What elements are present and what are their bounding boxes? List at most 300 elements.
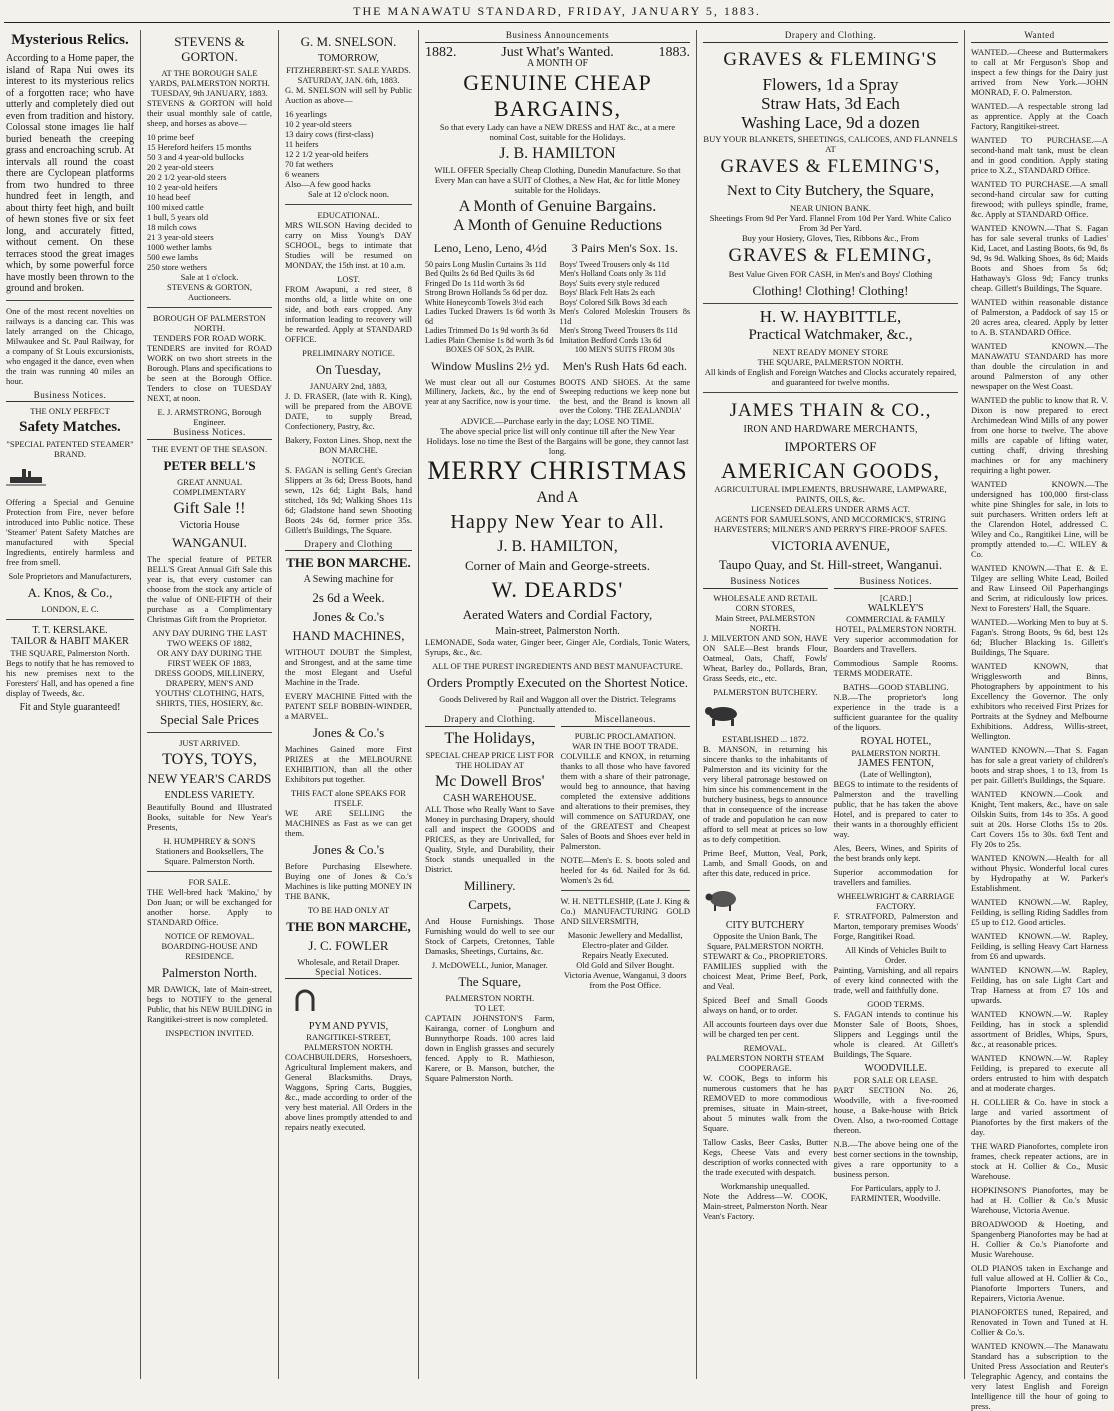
on-tuesday: On Tuesday, xyxy=(316,361,381,377)
war: WAR IN THE BOOT TRADE. xyxy=(572,740,679,751)
section-header: Miscellaneous. xyxy=(561,714,691,727)
tenders-head: TENDERS FOR ROAD WORK. xyxy=(152,333,267,343)
stock-item: 6 weaners xyxy=(285,168,320,179)
section-header: Business Notices xyxy=(703,576,828,589)
good-terms: GOOD TERMS. xyxy=(867,999,925,1009)
mcdowell: Mc Dowell Bros' xyxy=(434,772,545,790)
column-5 xyxy=(696,30,964,1379)
price-item: Ladies Tucked Drawers 1s 6d worth 3s 6d xyxy=(425,307,556,326)
wanted-ad: WANTED KNOWN.—Health for all without Physic. Wonderful local cures by Hydropathy at W. Parker's Establishment. xyxy=(971,852,1108,893)
corner: Corner of Main and George-streets. xyxy=(465,557,650,573)
tailor-close: Fit and Style guaranteed! xyxy=(19,701,121,713)
sheep-icon xyxy=(703,886,743,912)
town: WANGANUI. xyxy=(172,535,247,550)
price-item: Ladies Trimmed Do 1s 9d worth 3s 6d xyxy=(425,326,549,335)
buy: BUY YOUR BLANKETS, SHEETINGS, CALICOES, AND FLANNELS AT xyxy=(703,133,958,154)
lower-section xyxy=(425,714,690,1087)
month-reductions: A Month of Genuine Reductions xyxy=(453,216,662,234)
purest: ALL OF THE PUREST INGREDIENTS AND BEST MANUFACTURE. xyxy=(432,661,683,671)
stevens-body: STEVENS & GORTON will hold their usual monthly sale of cattle, sheep, and horses as above— xyxy=(147,98,272,128)
horseshoe-icon xyxy=(285,987,325,1013)
genuine-bargains: GENUINE CHEAP BARGAINS, xyxy=(463,69,652,121)
column-3 xyxy=(278,30,418,1379)
article-title: Mysterious Relics. xyxy=(11,32,129,48)
price-list-left xyxy=(425,237,556,416)
for-sale-body: THE Well-bred hack 'Makino,' by Don Juan; or will be exchanged for another horse. Apply to STANDARD Office. xyxy=(147,886,272,927)
stock-list xyxy=(285,109,412,189)
painting: Painting, Varnishing, and all repairs of every kind connected with the trade, well and faithfully done. xyxy=(833,965,958,995)
price-item: Boys' Colored Silk Bows 3d each xyxy=(559,297,667,307)
main-street: Main-street, Palmerston North. xyxy=(495,625,620,637)
prelim-head: PRELIMINARY NOTICE. xyxy=(302,347,395,358)
stock-item: 20 2 year-old steers xyxy=(147,162,214,172)
price-table xyxy=(425,237,690,416)
ad-body: Offering a Special and Genuine Protection from Fire, never before introduced into Public notice. These 'Steamer' Patent Safety Matches are manufactured with Special Ingredients, entirely harmless and free from smell. xyxy=(6,496,134,567)
snelson-body: G. M. SNELSON will sell by Public Auction as above— xyxy=(285,84,412,105)
year-1882: 1882. xyxy=(425,44,457,60)
agri: AGRICULTURAL IMPLEMENTS, BRUSHWARE, LAMPWARE, PAINTS, OILS, &c. xyxy=(714,484,947,504)
books: Beautifully Bound and Illustrated Books, suitable for New Year's Presents, xyxy=(147,801,272,832)
graves-3: GRAVES & FLEMING, xyxy=(728,244,933,266)
sale-time: Sale at 1 o'clock. xyxy=(180,272,239,282)
leno: Leno, Leno, Leno, 4½d xyxy=(433,240,547,255)
price-item: 50 pairs Long Muslin Curtains 3s 11d xyxy=(425,259,547,269)
endless-variety: ENDLESS VARIETY. xyxy=(164,790,255,801)
wanted-ad: WANTED KNOWN.—W. Rapley, Feilding, is selling Heavy Cart Harness from £6 and upwards. xyxy=(971,930,1108,961)
wanted-ad: WANTED KNOWN, that Wrigglesworth and Binns, Photographers by appointment to his Excellency the Governor. The only exhibitors who received First Prizes for Portraits at the Sydney and Melbourne Exhibitions. Address, Willis-street, Wellington. xyxy=(971,660,1108,741)
agent-name: A. Knos, & Co., xyxy=(27,584,113,600)
article-body: According to a Home paper, the island of Rapa Nui owes its interest to its mysterious relics of a forgotten race; who have utterly and completely died out even from tradition and history. Colossal stone images lie half buried beneath the creeping grass and encroaching scrub. At intervals all round the coast there are Cyclopean platforms from two hundred to three hundred feet in length, and about thirty feet high, and built of hewn stones five or six feet long, and accurately fitted, without cement. On these terraces stood the great images which, by some powerful force have mostly been thrown to the ground and broken. xyxy=(6,53,134,294)
agents: Sole Proprietors and Manufacturers, xyxy=(8,570,132,581)
accounts: All accounts fourteen days over due will be charged ten per cent. xyxy=(703,1019,828,1039)
jones-1: Jones & Co.'s xyxy=(312,608,385,624)
snelson-date: SATURDAY, JAN. 6th, 1883. xyxy=(297,74,400,85)
note: NOTE—Men's E. S. boots soled and heeled for 4s 6d. Nailed for 3s 6d. Women's 2s 6d. xyxy=(560,854,690,885)
straw-hats: Straw Hats, 3d Each xyxy=(761,93,900,113)
main: Main Street, PALMERSTON NORTH. xyxy=(715,612,816,633)
divider xyxy=(6,300,134,301)
section-header: Special Notices. xyxy=(285,967,412,980)
stock-item: 15 Hereford heifers 15 months xyxy=(147,142,252,152)
toys: TOYS, TOYS, xyxy=(162,751,257,768)
cook: W. COOK, Begs to inform his numerous customers that he has REMOVED to more commodious premises, situate in Main-street, about 5 minutes walk from the Square. xyxy=(703,1073,828,1133)
price-item: Boys' Tweed Trousers only 4s 11d xyxy=(559,259,670,269)
price-item: Men's Colored Moleskin Trousers 8s 11d xyxy=(559,307,690,326)
special-prices: Special Sale Prices xyxy=(160,712,259,727)
tenders-sign: E. J. ARMSTRONG, Borough Engineer. xyxy=(157,407,262,427)
pym-sub: RANGITIKEI-STREET, PALMERSTON NORTH. xyxy=(304,1032,393,1052)
wanted-ad: WANTED KNOWN.—W. Rapley Feilding, has in stock a splendid assortment of Bridles, Whips, Spurs, &c., at reasonable prices. xyxy=(971,1008,1108,1049)
for-sale-head: FOR SALE. xyxy=(188,876,231,887)
cash-warehouse: CASH WAREHOUSE. xyxy=(443,792,537,804)
flowers: Flowers, 1d a Spray xyxy=(762,74,899,94)
workmanship: Workmanship unequalled. xyxy=(720,1181,810,1191)
near: NEAR UNION BANK. xyxy=(790,202,871,213)
stock-item: 500 ewe lambs xyxy=(147,252,198,262)
stevens-title: STEVENS & GORTON. xyxy=(174,34,245,64)
steamer-ship-icon xyxy=(6,463,46,489)
stock-item: 13 dairy cows (first-class) xyxy=(285,128,374,139)
notice-head: NOTICE. xyxy=(331,454,366,465)
section-header: Drapery and Clothing. xyxy=(703,30,958,43)
nb-2: N.B.—The above being one of the best corner sections in the township, gives a rare opportunity to a business person. xyxy=(833,1138,958,1179)
sewing: A Sewing machine for xyxy=(303,574,394,585)
divider xyxy=(147,871,272,872)
stock-item: Also—A few good hacks xyxy=(285,178,371,189)
carpets-body: And House Furnishings. Those Furnishing would do well to see our Stock of Carpets, Cretonnes, Table Damasks, Sheetings, Curtains, &c. xyxy=(425,916,555,956)
palmerston-north: Palmerston North. xyxy=(161,964,258,980)
week-price: 2s 6d a Week. xyxy=(312,589,385,605)
wheelwright: WHEELWRIGHT & CARRIAGE FACTORY. xyxy=(837,891,955,911)
fact: THIS FACT alone SPEAKS FOR ITSELF. xyxy=(291,787,406,808)
masthead: THE MANAWATU STANDARD, FRIDAY, JANUARY 5, 1883. xyxy=(353,4,761,18)
tailor-title: TAILOR & HABIT MAKER xyxy=(11,636,129,647)
column-4 xyxy=(418,30,696,1379)
boarding-head: BOARDING-HOUSE AND RESIDENCE. xyxy=(161,940,258,961)
mcdowell-ad xyxy=(425,714,555,1087)
price-item: Fringed Do 1s 11d worth 3s 6d xyxy=(425,278,525,288)
stock-list xyxy=(147,132,272,272)
wanted-ad: WANTED KNOWN.—W. Rapley, Feilding, is selling Riding Saddles from £5 up to £12. Good articles. xyxy=(971,896,1108,927)
yards: FITZHERBERT-ST. SALE YARDS. xyxy=(286,64,411,75)
stevens-date: TUESDAY, 9th JANUARY, 1883. xyxy=(151,88,268,98)
graves-2: GRAVES & FLEMING'S, xyxy=(720,155,941,177)
fenton-body: BEGS to intimate to the residents of Palmerston and the travelling public, that he has taken the above Hotel, and is prepared to cater to their wants in a thoroughly efficient way. xyxy=(833,779,958,839)
particulars: For Particulars, apply to J. FARMINTER, Woodville. xyxy=(850,1182,941,1203)
ales: Ales, Beers, Wines, and Spirits of the best brands only kept. xyxy=(833,843,958,863)
hamilton: J. B. HAMILTON xyxy=(499,144,616,162)
wanted-list xyxy=(971,47,1108,1411)
stock-item: 1 bull, 5 years old xyxy=(147,212,209,222)
millinery: Millinery. xyxy=(463,878,516,893)
section-header: Business Notices. xyxy=(834,576,959,589)
sale-time: Sale at 12 o'clock noon. xyxy=(307,188,390,199)
wanted-ad: WANTED.—Working Men to buy at S. Fagan's. Strong Boots, 9s 6d, best 12s 6d; Blucher Blacking 1s. Gillett's Buildings, The Square. xyxy=(971,616,1108,657)
column-1 xyxy=(0,30,140,1379)
wanted-ad: WANTED KNOWN.—The undersigned has 100,000 first-class white pine Shingles for sale, in lots to suit purchasers. Written orders left at the Clarendon Hotel, addressed C. Wiley and Co., Rangitikei Line, will be promptly attended to.—C. WILEY & Co. xyxy=(971,478,1108,559)
card: [CARD.] xyxy=(880,592,912,603)
wanted-ad: OLD PIANOS taken in Exchange and full value allowed at H. Collier & Co., Pianoforte Importers Tuners, and Repairers, Victoria Avenue. xyxy=(971,1262,1108,1303)
holidays: The Holidays, xyxy=(444,729,536,747)
removal-head: NOTICE OF REMOVAL. xyxy=(164,930,255,941)
event-head: THE EVENT OF THE SEASON. xyxy=(151,443,268,454)
tenders-body: TENDERS are invited for ROAD WORK on two short streets in the Borough. Plans and specifications to be seen at the Borough Office. Tenders to close on TUESDAY NEXT, at noon. xyxy=(147,343,272,403)
wanted-ad: BROADWOOD & Hoeting, and Spangenberg Pianofortes may be had at H. Collier & Co.'s Pianoforte and Music Warehouse. xyxy=(971,1218,1108,1259)
tomorrow: TOMORROW, xyxy=(318,53,379,64)
jones-3: Jones & Co.'s xyxy=(312,841,385,857)
walkley: WALKLEY'S xyxy=(867,602,924,614)
fowler: J. C. FOWLER xyxy=(308,937,389,953)
butchery: PALMERSTON BUTCHERY. xyxy=(713,686,818,697)
edu-head: EDUCATIONAL. xyxy=(317,209,380,220)
wanted-ad: WANTED KNOWN.—W. Rapley, Feilding, has on sale Light Cart and Trap Harness at from £7 10s and upwards. xyxy=(971,964,1108,1005)
month-bargains: A Month of Genuine Bargains. xyxy=(458,197,657,215)
tailor-body: Begs to notify that he has removed to his new premises next to the Foresters' Hall, and has opened a fine display of Tweeds, &c. xyxy=(6,657,134,698)
years-row xyxy=(425,44,690,60)
wanted-ad: WANTED TO PURCHASE.—A small second-hand circular saw for cutting firewood; with pulleys spindle, frame, &c. Apply at STANDARD Office. xyxy=(971,178,1108,219)
baths: BATHS—GOOD STABLING. xyxy=(842,682,949,692)
socks: 3 Pairs Men's Sox. 1s. xyxy=(571,240,678,255)
carpets: Carpets, xyxy=(468,897,512,912)
prizes: Machines Gained more First PRIZES at the MELBOURNE EXHIBITION, than all the other Exhibitors put together. xyxy=(285,743,412,784)
stock-item: 18 milch cows xyxy=(147,222,197,232)
mcdowell-sign: J. McDOWELL, Junior, Manager. xyxy=(431,960,548,970)
late: (Late of Wellington), xyxy=(859,769,932,779)
licensed: LICENSED DEALERS UNDER ARMS ACT. xyxy=(751,504,910,514)
city-butchery: CITY BUTCHERY xyxy=(725,919,805,931)
month-of: A MONTH OF xyxy=(526,58,589,69)
all-those: ALL Those who Really Want to Save Money in purchasing Drapery, should call and inspect the GOODS and PRICES, as they are Unrivalled, for Quality, Style, and Durability, their Stock stands unequalled in the District. xyxy=(425,804,555,874)
happy-new-year: Happy New Year to All. xyxy=(450,510,665,533)
lower-section xyxy=(703,576,958,1225)
hamilton-2: J. B. HAMILTON, xyxy=(497,537,618,555)
graves-title: GRAVES & FLEMING'S xyxy=(723,48,938,70)
year-1883: 1883. xyxy=(658,44,690,60)
wanted-ad: WANTED.—A respectable strong lad as apprentice. Apply at the Coach Factory, Rangitikei-street. xyxy=(971,100,1108,131)
stock-item: 1000 wether lambs xyxy=(147,242,212,252)
stevens-sub: AT THE BOROUGH SALE YARDS, PALMERSTON NORTH. xyxy=(149,68,270,88)
before: Before Purchasing Elsewhere. Buying one of Jones & Co.'s Machines is like putting MONEY IN THE BANK, xyxy=(285,860,412,901)
price-note: The above special price list will only continue till after the New Year Holidays. lose no time the Best of the Bargains will be gone, they cannot last long. xyxy=(426,425,689,456)
removal: REMOVAL. xyxy=(743,1043,787,1053)
stock-item: 10 2 year-old heifers xyxy=(147,182,218,192)
fraser-body: J. D. FRASER, (late with R. King), will be prepared from the ABOVE DATE, to supply Bread, Confectionery, Pastry, &c. xyxy=(285,390,412,431)
boxes-sox: BOXES OF SOX, 2s PAIR. xyxy=(445,345,535,354)
divider xyxy=(561,890,691,891)
colville-body: COLVILLE and KNOX, in returning thanks to all those who have favored them with a share of their patronage, would beg to announce, that having completed the extensive additions and alterations to their premises, they will commence on SATURDAY, one of the GREATEST and Cheapest Sales of Boots and Shoes ever held in Palmerston. xyxy=(560,750,690,851)
pym: PYM AND PYVIS, xyxy=(308,1020,389,1032)
wanted-ad: WANTED.—Cheese and Buttermakers to call at Mr Ferguson's Shop and inspect a few things for the Dairy just arrived from New York.—JOHN MONRAD, F. O. Palmerston. xyxy=(971,46,1108,97)
sausage: Spiced Beef and Small Goods always on hand, or to order. xyxy=(703,995,828,1015)
wanted-ad: THE WARD Pianofortes, complete iron frames, check repeater actions, are in stock at H. Collier & Co., Music Warehouse. xyxy=(971,1140,1108,1181)
dress-goods: DRESS GOODS, MILLINERY, DRAPERY, MEN'S AND YOUTHS' CLOTHING, HATS, SHIRTS, TIES, HOSIERY, &c. xyxy=(154,668,265,708)
masthead-rule xyxy=(4,22,1110,23)
clothing: Clothing! Clothing! Clothing! xyxy=(752,282,909,298)
wholesale: WHOLESALE AND RETAIL CORN STORES, xyxy=(713,592,818,613)
proclamation: PUBLIC PROCLAMATION. xyxy=(574,730,676,741)
masonic: Masonic Jewellery and Medallist, Electro-plater and Gilder. xyxy=(567,929,683,950)
advice: ADVICE.—Purchase early in the day; LOSE NO TIME. xyxy=(460,415,655,426)
section-header: Wanted xyxy=(971,30,1108,43)
price-item: Boys' Black Felt Hats 2s each xyxy=(559,288,655,297)
to-let-body: CAPTAIN JOHNSTON'S Farm, Kairanga, corner of Longburn and Bunnythorpe Roads. 100 acres laid down in English grasses and securely fenced. Apply to R. Mathieson, Karere, or B. Manson, butcher, the Square Palmerston North. xyxy=(425,1013,555,1083)
ad-head: THE ONLY PERFECT xyxy=(30,406,110,416)
wanted-ad: WANTED KNOWN.—The Manawatu Standard has a subscription to the United Press Association and Reuter's Telegraphic Agency, and contains the very latest English and Foreign Intelligence till the hour of going to press. xyxy=(971,1340,1108,1411)
section-26: PART SECTION No. 26, Woodville, with a five-roomed house, a Bake-house with Brick Oven. Also, a two-roomed Cottage thereon. xyxy=(833,1084,958,1135)
agents: AGENTS FOR SAMUELSON'S, AND MCCORMICK'S, STRING HARVESTERS; MILNER'S AND PERRY'S FIRE-PROOF SAFES. xyxy=(713,514,948,534)
stock-item: 12 2 1/2 year-old heifers xyxy=(285,148,369,159)
stock-item: 20 2 1/2 year-old steers xyxy=(147,172,227,182)
merry-christmas: MERRY CHRISTMAS xyxy=(427,455,688,485)
manson: B. MANSON, in returning his sincere thanks to the inhabitants of Palmerston and its vicinity for the very liberal patronage bestowed on him since his commencement in the butchery business, begs to announce that in consequence of the increase of trade and population he can now afford to sell meat at prices so low as to defy competition. xyxy=(703,744,828,844)
price-item: Boys' Suits every style reduced xyxy=(559,278,660,288)
misc-ad xyxy=(561,714,691,1087)
for-sale: FOR SALE OR LEASE. xyxy=(853,1074,939,1085)
american-goods: AMERICAN GOODS, xyxy=(720,458,941,483)
next-to: Next to City Butchery, the Square, xyxy=(727,182,934,199)
royal: ROYAL HOTEL, xyxy=(860,736,932,747)
auctioneers: STEVENS & GORTON, Auctioneers. xyxy=(166,282,253,302)
lady-text: So that every Lady can have a NEW DRESS and HAT &c., at a mere nominal Cost, suitable for the Holidays. xyxy=(439,121,676,142)
ad-sub: "SPECIAL PATENTED STEAMER" BRAND. xyxy=(6,439,134,459)
edu-body: MRS WILSON Having decided to carry on Miss Young's DAY SCHOOL, begs to intimate that Studies will be resumed on MONDAY, the 15th inst. at 10 a.m. xyxy=(285,219,412,270)
repairs: Repairs Neatly Executed. xyxy=(581,949,669,960)
boots-body: BOOTS AND SHOES. At the same Sweeping reductions we keep none but the best, and the Brand is known all over the Colony. 'THE ZEALANDIA' xyxy=(559,377,690,415)
bon-marche-2: THE BON MARCHE, xyxy=(286,918,411,934)
goods-delivered: Goods Delivered by Rail and Waggon all over the District. Telegrams Punctually attended to. xyxy=(439,694,676,714)
est: ESTABLISHED ... 1872. xyxy=(722,734,809,744)
hamilton-offer: WILL OFFER Specially Cheap Clothing, Dunedin Manufacture. So that Every Man can have a SUIT of Clothes, a New Hat, &c for little Money suitable for the Holidays. xyxy=(434,164,681,195)
fagan: S. FAGAN intends to continue his Monster Sale of Boots, Shoes, Slippers and Leggings until the whole is cleared. At Gillett's Buildings, The Square. xyxy=(833,1009,958,1059)
importers: IMPORTERS OF xyxy=(784,439,877,454)
without-doubt: WITHOUT DOUBT the Simplest, and Strongest, and at the same time the most Elegant and Useful Machine in the Trade. xyxy=(285,646,412,687)
haybittle: H. W. HAYBITTLE, xyxy=(759,306,902,326)
to-let: TO LET. xyxy=(474,1003,505,1013)
opp: Opposite the Union Bank, The Square, PALMERSTON NORTH. xyxy=(706,931,824,951)
hotel: COMMERCIAL & FAMILY HOTEL, PALMERSTON NORTH. xyxy=(835,614,957,634)
address-note: Note the Address—W. COOK, Main-street, Palmerston North. Near Vean's Factory. xyxy=(703,1191,828,1221)
muslins-body: We must clear out all our Costumes Millinery, Jackets, &c., by the end of year at any Sacrifice, now is your time. xyxy=(425,377,556,406)
every-machine: EVERY MACHINE Fitted with the PATENT SELF BOBBIN-WINDER, a MARVEL. xyxy=(285,690,412,721)
divider xyxy=(147,732,272,733)
wanted-ad: H. COLLIER & Co. have in stock a large and varied assortment of Pianofortes by the first makers of the day. xyxy=(971,1096,1108,1137)
stock-item: 70 fat wethers xyxy=(285,158,334,169)
first-week: OR ANY DAY DURING THE FIRST WEEK OF 1883, xyxy=(157,648,262,668)
watchmaker: Practical Watchmaker, &c., xyxy=(748,326,913,343)
avenue: VICTORIA AVENUE, xyxy=(771,538,890,553)
stock-item: 10 prime beef xyxy=(147,132,195,142)
superior: Very superior accommodation for Boarders and Travellers. xyxy=(833,634,958,654)
price-item: Strong Brown Hollands 5s 6d per doz. xyxy=(425,288,548,297)
hosiery: Buy your Hosiery, Gloves, Ties, Ribbons &c., From xyxy=(741,232,919,243)
lost-head: LOST. xyxy=(337,273,360,284)
inspection: INSPECTION INVITED. xyxy=(165,1027,254,1038)
thain: JAMES THAIN & CO., xyxy=(729,399,932,421)
stock-item: 16 yearlings xyxy=(285,108,327,119)
just-wanted: Just What's Wanted. xyxy=(501,44,614,60)
stock-item: 10 2 year-old steers xyxy=(285,118,352,129)
right-block xyxy=(834,576,959,1225)
square: THE SQUARE, PALMERSTON NORTH. xyxy=(757,356,904,367)
price-list-right xyxy=(560,237,691,416)
stratford: F. STRATFORD, Palmerston and Marton, temporary premises Woods' Forge, Rangitikei Road. xyxy=(833,911,958,941)
and-a: And A xyxy=(536,488,579,506)
lost-body: FROM Awapuni, a red steer, 8 months old, a little white on one side, and both ears cropped. Any information leading to recovery will be rewarded. Apply at STANDARD OFFICE. xyxy=(285,283,412,344)
lemonade: LEMONADE, Soda water, Ginger beer, Ginger Ale, Cordials, Tonic Waters, Syrups, &c., &c. xyxy=(425,637,690,657)
wanted-ad: WANTED TO PURCHASE.—A second-hand malt tank, must be clean and in good condition. Apply stating price to X.Z., STANDARD Office. xyxy=(971,134,1108,175)
watches: All kinds of English and Foreign Watches and Clocks accurately repaired, and guaranteed for twelve months. xyxy=(704,366,957,387)
taupo: Taupo Quay, and St. Hill-street, Wanganui. xyxy=(718,557,943,572)
to-be-had: TO BE HAD ONLY AT xyxy=(307,904,390,915)
price-item: White Honeycomb Towels 3½d each xyxy=(425,297,544,307)
agent-city: LONDON, E. C. xyxy=(41,603,99,614)
jan-date: JANUARY 2nd, 1883, xyxy=(309,380,388,391)
section-header: Drapery and Clothing xyxy=(285,539,412,552)
section-header: Business Announcements xyxy=(425,30,690,43)
accom: Superior accommodation for travellers and families. xyxy=(833,867,958,887)
dawick-body: MR DAWICK, late of Main-street, begs to NOTIFY to the general Public, that his NEW BUILDING in Rangitikei-street is now completed. xyxy=(147,983,272,1024)
divider xyxy=(703,392,958,393)
rush-hats: Men's Rush Hats 6d each. xyxy=(562,358,687,373)
article-notice: One of the most recent novelties on railways is a dancing car. This was lately arranged on the Chicago, Milwaukee and St. Paul Railway, for a company of St Louis excursionists, who engaged it the dance, even when the train was running 40 miles an hour. xyxy=(6,305,134,386)
hand-machines: HAND MACHINES, xyxy=(292,627,405,643)
stock-item: 11 heifers xyxy=(285,138,319,149)
price-item: Imitation Bedford Cords 13s 6d xyxy=(559,335,662,345)
wanted-ad: WANTED the public to know that R. V. Dixon is now prepared to erect Archimedean Wind Mills of any power from one horse to twelve. The above mills are capable of lifting water, cutting chaff, driving threshing machines or for any machinery requiring a light power. xyxy=(971,394,1108,475)
divider xyxy=(703,303,958,304)
divider xyxy=(147,307,272,308)
fenton: JAMES FENTON, xyxy=(857,757,934,769)
wanted-ad: HOPKINSON'S Pianofortes, may be had at H. Collier & Co.'s Music Warehouse, Victoria Avenue. xyxy=(971,1184,1108,1215)
wanted-ad: WANTED KNOWN.—Cook and Knight, Tent makers, &c., have on sale Oilskin Suits, from 14s to 35s. A good suit at 20s. Horse Cloths 15s to 20s. Cart Covers 15s to 30s. 6x8 Tent and Fly 20s to 25s. xyxy=(971,788,1108,849)
wanted-ad: WANTED KNOWN.—That S. Fagan has for sale several trunks of Ladies' Kid, Lacet, and Lasting Boots, 6s 9d, 8s 9d, 9s 9d. Walking Shoes, 8s 6d; Maids Boots and Shoes from 5s 6d; Hathaway's Gloss 9d; Fancy trunks cheap. Gillett's Buildings, The Square. xyxy=(971,222,1108,293)
bakery: Bakery, Foxton Lines. Shop, next the BON MARCHE. xyxy=(285,434,412,455)
iron: IRON AND HARDWARE MERCHANTS, xyxy=(743,423,918,435)
steam: PALMERSTON NORTH STEAM COOPERAGE. xyxy=(706,1053,825,1073)
milverton: J. MILVERTON AND SON, HAVE ON SALE—Best brands Flour, Oatmeal, Oats, Chaff, Fowls' Wheat, Barley do., Pollards, Bran, Grass Seeds, etc., etc. xyxy=(703,632,828,683)
wanted-ad: WANTED KNOWN.—That E. & E. Tilgey are selling White Lead, Boiled and Raw Linseed Oil Paperhangings and Scrim, at ridiculously low prices. Next to Foresters' Hall, the Square. xyxy=(971,562,1108,613)
wanted-ad: WANTED within reasonable distance of Palmerston, a Paddock of say 15 or 20 acres area, cleared. Apply by letter to A. B. STANDARD Office. xyxy=(971,296,1108,337)
special-list: SPECIAL CHEAP PRICE LIST FOR THE HOLIDAY AT xyxy=(425,749,555,770)
tallow: Tallow Casks, Beer Casks, Butter Kegs, Cheese Vats and every description of works connected with the trade executed with despatch. xyxy=(703,1137,828,1177)
bell-sub: GREAT ANNUAL COMPLIMENTARY xyxy=(173,476,246,497)
any-day: ANY DAY DURING THE LAST TWO WEEKS OF 1882, xyxy=(152,628,267,648)
stewart: STEWART & Co., PROPRIETORS. FAMILIES supplied with the choicest Meat, Prime Beef, Pork, and Veal. xyxy=(703,951,828,991)
wanted-ad: PIANOFORTES tuned, Repaired, and Renovated in Town and Tuned at H. Collier & Co.'s. xyxy=(971,1306,1108,1337)
pym-body: COACHBUILDERS, Horseshoers, Agricultural Implement makers, and General Blacksmiths. Drays, Waggons, Spring Carts, Buggies, &c., made according to order of the very best material. All Orders in the above lines promptly attended to and repairs neatly executed. xyxy=(285,1052,412,1132)
stock-item: 250 store wethers xyxy=(147,262,207,272)
divider xyxy=(6,619,134,620)
column-2 xyxy=(140,30,278,1379)
stock-item: 10 head beef xyxy=(147,192,191,202)
nettleship: W. H. NETTLESHIP, (Late J. King & Co.) MANUFACTURING GOLD AND SILVERSMITH, xyxy=(560,895,690,926)
selling: WE ARE SELLING the MACHINES as Fast as we can get them. xyxy=(285,807,412,838)
stock-item: 50 3 and 4 year-old bullocks xyxy=(147,152,244,162)
jones-2: Jones & Co.'s xyxy=(312,724,385,740)
wanted-ad: WANTED KNOWN.—The MANAWATU STANDARD has more than double the circulation in and around Palmerston of any other newspaper on the West Coast. xyxy=(971,340,1108,391)
woodville: WOODVILLE. xyxy=(864,1063,927,1074)
wanted-ad: WANTED KNOWN.—That S. Fagan has for sale a great variety of children's boots and strap shoes, 1 to 13, from 1s per pair. Gillett's Buildings, the Square. xyxy=(971,744,1108,785)
divider xyxy=(285,204,412,205)
ad-title: Safety Matches. xyxy=(19,419,121,435)
humphrey: H. HUMPHREY & SON'S Stationers and Booksellers, The Square. Palmerston North. xyxy=(155,835,264,866)
palmerston: PALMERSTON NORTH. xyxy=(445,993,535,1003)
price-item: Men's Holland Coats only 3s 11d xyxy=(559,269,666,278)
price-item: Men's Strong Tweed Trousers 8s 11d xyxy=(559,326,678,335)
bell-body: The special feature of PETER BELL'S Great Annual Gift Sale this year is, that every customer can choose from the stock any article of the value of ONE-FIFTH of their purchase as a Complimentary Christmas Gift from the Proprietor. xyxy=(147,554,272,624)
section-header: Drapery and Clothing. xyxy=(425,714,555,727)
fagan-body: S. FAGAN is selling Gent's Grecian Slippers at 3s 6d; Dress Boots, hand sewn, 12s 6d; Light Bals, hand stitched, 18s 9d; Walking Shoes 11s 6d; Gladstone hand sewn Shooting Boots 24s 6d, former price 35s. Gillett's Buildings, The Square. xyxy=(285,464,412,535)
stock-item: 100 mixed cattle xyxy=(147,202,204,212)
aerated: Aerated Waters and Cordial Factory, xyxy=(462,606,653,622)
fowler-sub: Wholesale, and Retail Draper. xyxy=(297,956,400,967)
column-6 xyxy=(964,30,1114,1411)
bull-icon xyxy=(703,701,743,727)
men-suits: 100 MEN'S SUITS FROM 30s xyxy=(574,345,675,354)
bell-title: PETER BELL'S xyxy=(163,457,256,473)
wanted-ad: WANTED KNOWN.—W. Rapley Feilding, is prepared to execute all orders entrusted to him with despatch and at moderate charges. xyxy=(971,1052,1108,1093)
tailor-location: THE SQUARE, Palmerston North. xyxy=(10,647,130,658)
next-store: NEXT READY MONEY STORE xyxy=(772,346,889,357)
just-arrived: JUST ARRIVED. xyxy=(179,738,240,748)
bon-marche: THE BON MARCHE. xyxy=(286,555,411,570)
best-value: Best Value Given FOR CASH, in Men's and Boys' Clothing xyxy=(728,268,933,279)
prime: Prime Beef, Mutton, Veal, Pork, Lamb, and Small Goods, on and after this date, reduced in price. xyxy=(703,848,828,878)
commodious: Commodious Sample Rooms. TERMS MODERATE. xyxy=(833,658,958,678)
price-item: Ladies Plain Chemise 1s 8d worth 3s 6d xyxy=(425,335,554,345)
sheetings: Sheetings From 9d Per Yard. Flannel From 10d Per Yard. White Calico From 3d Per Yard. xyxy=(709,212,952,233)
price-item: Bed Quilts 2s 6d Bed Quilts 3s 6d xyxy=(425,269,535,278)
